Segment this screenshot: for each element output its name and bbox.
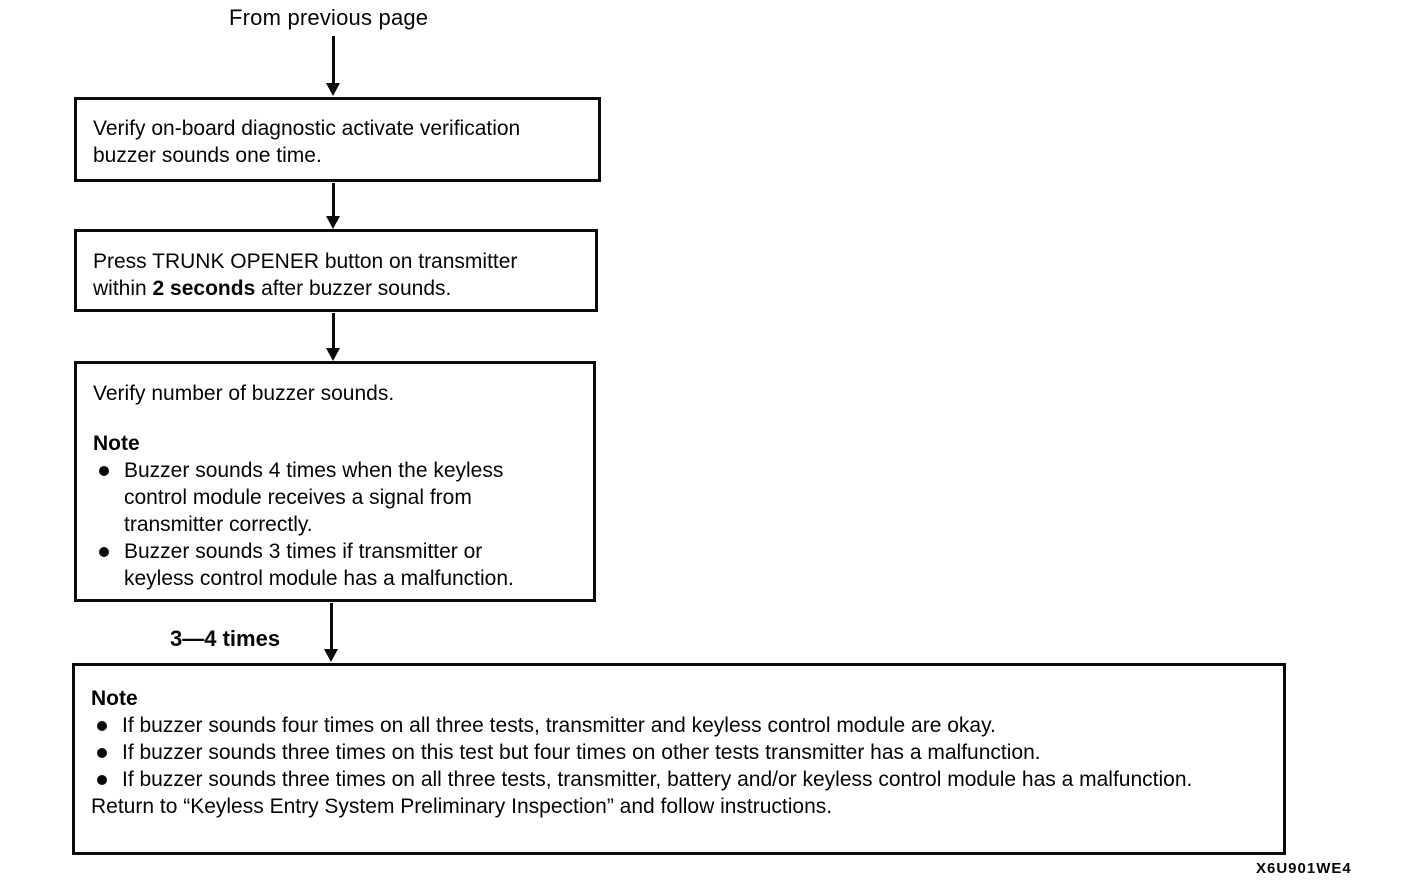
arrow-shaft [330,603,333,650]
step-title: Verify number of buzzer sounds. [93,382,395,405]
step-box-verify-buzzer-count [74,361,596,602]
bullet-dot-icon [97,775,107,785]
arrow-head-icon [326,83,340,96]
bullet-dot-icon [99,466,109,476]
result-note-box [72,663,1286,855]
step-box-verify-activation [74,97,601,182]
arrow-shaft [332,183,335,217]
list-item [91,739,1267,766]
list-item [93,457,577,538]
figure-code: X6U901WE4 [1256,860,1352,877]
list-item [91,712,1267,739]
arrow-down-step1-step2 [325,183,341,229]
note-label: Note [91,687,138,710]
bullet-text: If buzzer sounds four times on all three tests, transmitter and keyless control module are okay. [122,714,996,737]
bullet-text: Buzzer sounds 3 times if transmitter or keyless control module has a malfunction. [124,540,514,590]
bullet-text: If buzzer sounds three times on this test but four times on other tests transmitter has a malfunction. [122,741,1041,764]
bullet-dot-icon [97,748,107,758]
entry-label: From previous page [229,5,429,30]
step-text [93,248,571,302]
bullet-dot-icon [99,547,109,557]
arrow-head-icon [324,649,338,662]
arrow-down-step2-step3 [325,313,341,361]
bullet-text: If buzzer sounds three times on all three tests, transmitter, battery and/or keyless control module has a malfunction. [122,768,1193,791]
list-item [91,766,1267,793]
step-text-bold: 2 seconds [152,277,256,300]
arrow-down-from-previous [325,36,341,96]
list-item [93,538,577,592]
step-box-press-trunk-opener [74,229,598,312]
return-instruction: Return to “Keyless Entry System Preliminary Inspection” and follow instructions. [91,795,833,818]
bullet-dot-icon [97,721,107,731]
bullet-text: Buzzer sounds 4 times when the keyless control module receives a signal from transmitter correctly. [124,459,504,536]
step-text: Verify on-board diagnostic activate verification buzzer sounds one time. [93,117,521,167]
arrow-shaft [332,313,335,349]
note-bullet-list [91,712,1267,793]
branch-condition-label: 3—4 times [170,626,281,651]
step-text-pre: Press TRUNK OPENER button on transmitter within [93,250,518,300]
arrow-shaft [332,36,335,84]
arrow-head-icon [326,216,340,229]
note-label: Note [93,432,140,455]
arrow-down-step3-result [323,603,339,662]
arrow-head-icon [326,348,340,361]
step-text-post: after buzzer sounds. [255,277,452,300]
note-bullet-list [93,457,577,592]
